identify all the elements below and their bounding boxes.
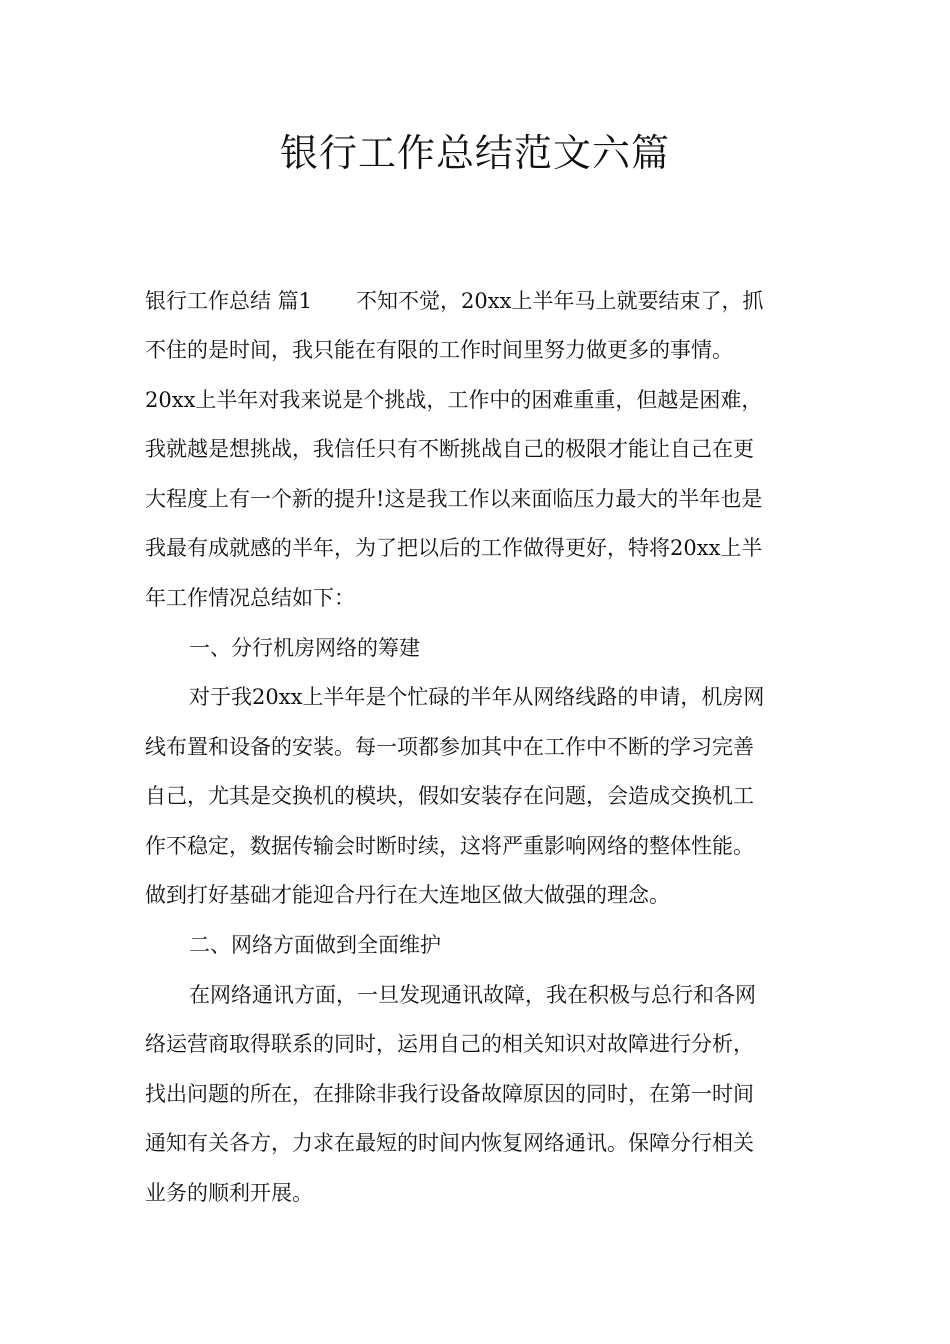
paragraph-line: 在网络通讯方面，一旦发现通讯故障，我在积极与总行和各网 bbox=[189, 983, 756, 1007]
section-label: 银行工作总结 篇1 bbox=[145, 289, 313, 313]
section-heading: 二、网络方面做到全面维护 bbox=[189, 933, 441, 957]
paragraph-line: 年工作情况总结如下： bbox=[145, 586, 355, 610]
document-title: 银行工作总结范文六篇 bbox=[279, 131, 670, 175]
paragraph-line: 我就越是想挑战，我信任只有不断挑战自己的极限才能让自己在更 bbox=[145, 437, 754, 461]
paragraph-line: 作不稳定，数据传输会时断时续，这将严重影响网络的整体性能。 bbox=[145, 834, 754, 858]
paragraph-line: 20xx上半年对我来说是个挑战，工作中的困难重重，但越是困难， bbox=[145, 388, 763, 412]
paragraph-line: 对于我20xx上半年是个忙碌的半年从网络线路的申请，机房网 bbox=[189, 685, 765, 709]
paragraph-line: 大程度上有一个新的提升!这是我工作以来面临压力最大的半年也是 bbox=[145, 487, 763, 511]
paragraph-line: 自己，尤其是交换机的模块，假如安装存在问题，会造成交换机工 bbox=[145, 784, 754, 808]
paragraph-line: 不住的是时间，我只能在有限的工作时间里努力做更多的事情。 bbox=[145, 338, 733, 362]
paragraph-line: 做到打好基础才能迎合丹行在大连地区做大做强的理念。 bbox=[145, 883, 670, 907]
body-text: 不知不觉，20xx上半年马上就要结束了，抓 bbox=[356, 289, 764, 313]
paragraph-line: 业务的顺利开展。 bbox=[145, 1181, 313, 1205]
paragraph-line: 通知有关各方，力求在最短的时间内恢复网络通讯。保障分行相关 bbox=[145, 1131, 754, 1155]
paragraph-line: 我最有成就感的半年，为了把以后的工作做得更好，特将20xx上半 bbox=[145, 536, 763, 560]
paragraph-line: 线布置和设备的安装。每一项都参加其中在工作中不断的学习完善 bbox=[145, 735, 754, 759]
paragraph-line: 络运营商取得联系的同时，运用自己的相关知识对故障进行分析， bbox=[145, 1032, 754, 1056]
paragraph-line: 找出问题的所在，在排除非我行设备故障原因的同时，在第一时间 bbox=[145, 1082, 754, 1106]
paragraph-line bbox=[145, 286, 763, 316]
section-heading: 一、分行机房网络的筹建 bbox=[189, 636, 420, 660]
